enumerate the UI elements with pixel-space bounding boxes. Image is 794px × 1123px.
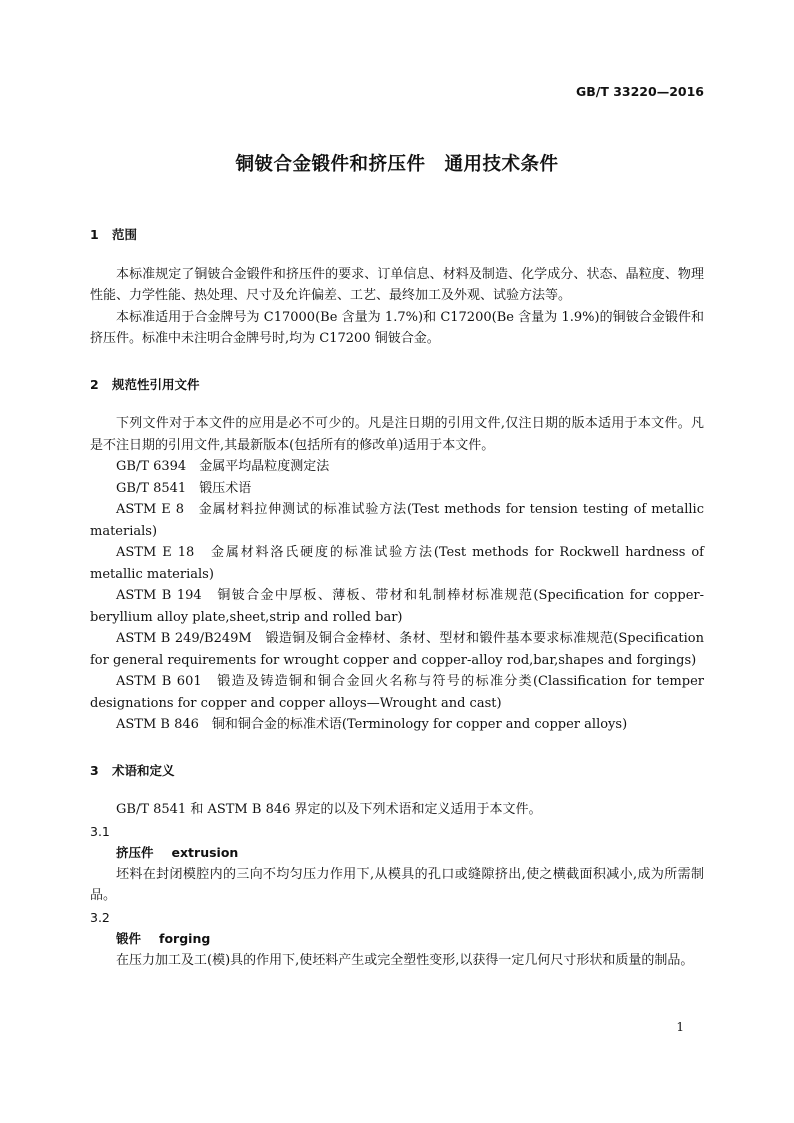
reference-item: GB/T 8541 锻压术语 [116,480,252,496]
references-intro: 下列文件对于本文件的应用是必不可少的。凡是注日期的引用文件,仅注日期的版本适用于本文件。凡是不注日期的引用文件,其最新版本(包括所有的修改单)适用于本文件。 [90,416,704,453]
section-number: 1 [90,227,99,242]
term-number: 3.1 [90,823,110,839]
term-number: 3.2 [90,909,110,925]
section-2-heading [90,374,704,396]
section-title: 规范性引用文件 [112,376,200,392]
section-title: 术语和定义 [112,762,175,778]
term-en: forging [159,931,211,946]
term-definition: 坯料在封闭模腔内的三向不均匀压力作用下,从模具的孔口或缝隙挤出,使之横截面积减小,成为所需制品。 [90,866,704,903]
section-1-heading [90,224,704,246]
reference-item: GB/T 6394 金属平均晶粒度测定法 [116,459,330,474]
section-number: 3 [90,762,99,778]
term-heading [90,928,704,950]
reference-item: ASTM B 249/B249M 锻造铜及铜合金棒材、条材、型材和锻件基本要求标准规范(Specification for general requirements for wrought copper and copper-alloy rod,bar,shapes and forgings) [90,631,704,668]
term-definition: 在压力加工及工(模)具的作用下,使坯料产生或完全塑性变形,以获得一定几何尺寸形状和质量的制品。 [116,952,694,968]
reference-item: ASTM B 194 铜铍合金中厚板、薄板、带材和轧制棒材标准规范(Specification for copper-beryllium alloy plate,sheet,strip and rolled bar) [90,588,704,625]
standard-code: GB/T 33220—2016 [575,84,704,99]
document-title: 铜铍合金锻件和挤压件 通用技术条件 [235,154,559,175]
reference-item: ASTM E 18 金属材料洛氏硬度的标准试验方法(Test methods for Rockwell hardness of metallic materials) [90,545,704,582]
document-body [90,218,704,971]
term-heading [90,842,704,864]
section-title: 范围 [112,227,138,242]
section-3-heading [90,760,704,782]
reference-item: ASTM E 8 金属材料拉伸测试的标准试验方法(Test methods for tension testing of metallic materials) [90,502,704,539]
section-number: 2 [90,376,99,392]
reference-item: ASTM B 846 铜和铜合金的标准术语(Terminology for copper and copper alloys) [116,717,628,732]
term-zh: 锻件 [116,931,142,946]
terms-intro: GB/T 8541 和 ASTM B 846 界定的以及下列术语和定义适用于本文件。 [116,802,542,817]
page-number: 1 [676,1020,684,1034]
term-en: extrusion [171,845,239,860]
term-zh: 挤压件 [116,845,154,860]
scope-paragraph-1: 本标准规定了铜铍合金锻件和挤压件的要求、订单信息、材料及制造、化学成分、状态、晶粒度、物理性能、力学性能、热处理、尺寸及允许偏差、工艺、最终加工及外观、试验方法等。 [90,266,704,303]
scope-paragraph-2: 本标准适用于合金牌号为 C17000(Be 含量为 1.7%)和 C17200(Be 含量为 1.9%)的铜铍合金锻件和挤压件。标准中未注明合金牌号时,均为 C17200 铜铍合金。 [90,309,704,346]
reference-item: ASTM B 601 锻造及铸造铜和铜合金回火名称与符号的标准分类(Classification for temper designations for copper and copper alloys—Wrought and cast) [90,674,704,711]
